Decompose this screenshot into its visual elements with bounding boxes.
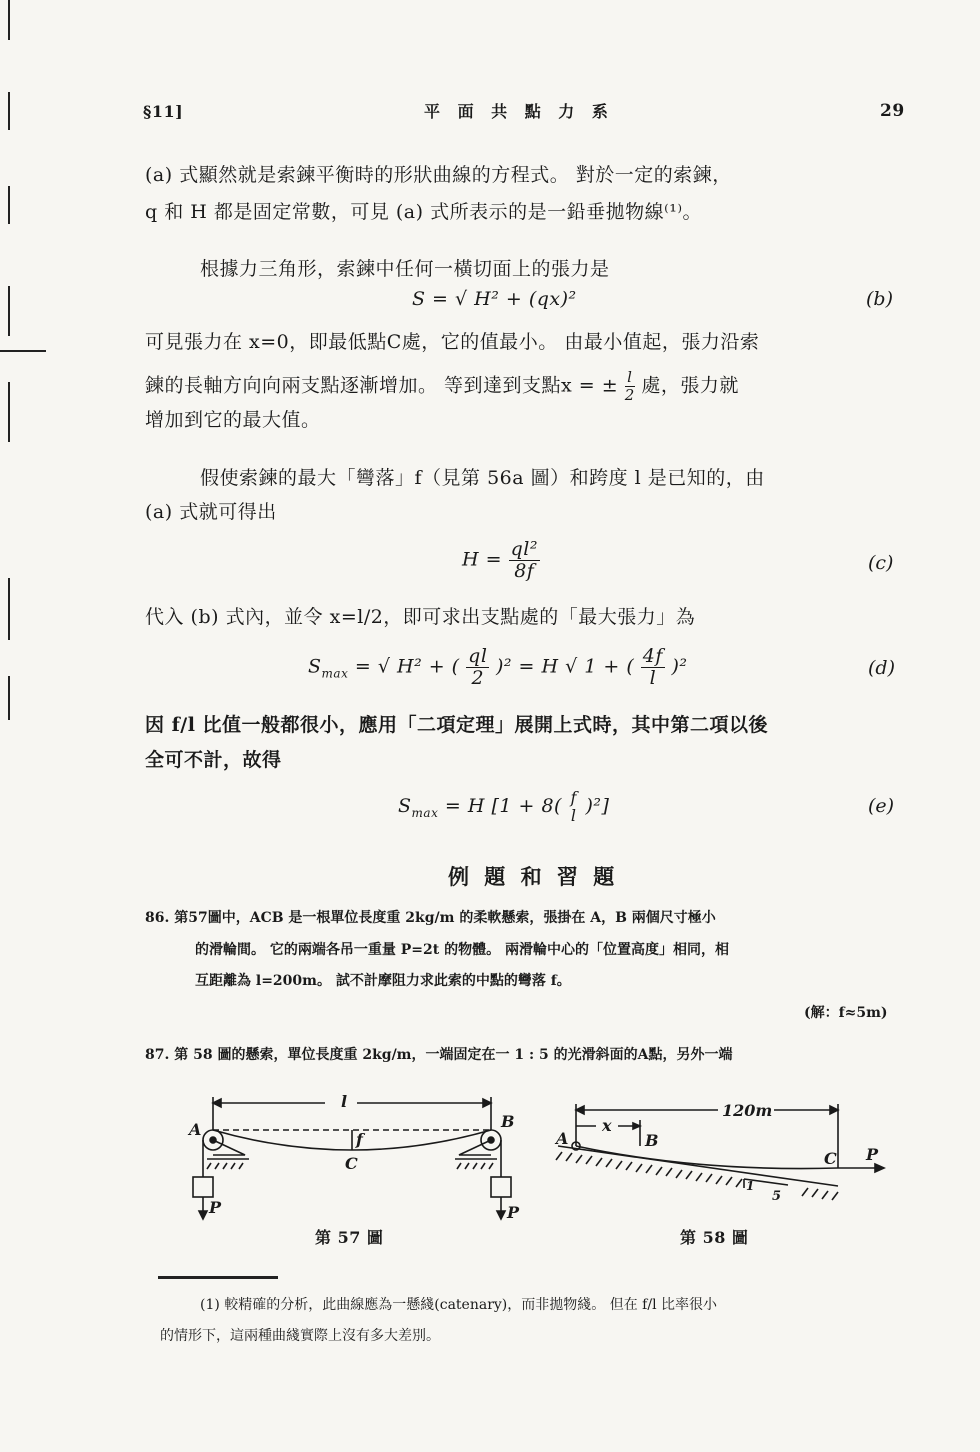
equation-d-den1: 2 xyxy=(471,667,485,689)
figure-58-caption: 第 58 圖 xyxy=(680,1228,749,1247)
equation-e-fraction xyxy=(569,790,579,824)
equation-e xyxy=(398,790,609,825)
body-line: 根據力三角形，索鍊中任何一橫切面上的張力是 xyxy=(200,258,610,280)
body-line: 可見張力在 x=0，即最低點C處，它的值最小。 由最小值起，張力沿索 xyxy=(145,331,760,353)
equation-e-lhs: S xyxy=(398,795,412,817)
equation-e-num: f xyxy=(570,788,577,807)
body-line: 代入 (b) 式內，並令 x=l/2，即可求出支點處的「最大張力」為 xyxy=(145,606,696,628)
body-line: 增加到它的最大值。 xyxy=(145,409,321,431)
footnote-line: 的情形下，這兩種曲綫實際上沒有多大差別。 xyxy=(160,1328,440,1344)
equation-d-num1: ql xyxy=(468,645,488,667)
equation-d-mid: = √ H² + ( xyxy=(354,655,460,678)
scan-mark xyxy=(8,186,10,224)
body-line: (a) 式就可得出 xyxy=(145,501,277,523)
equation-d-end: )² xyxy=(671,655,688,678)
equation-b xyxy=(412,287,577,311)
body-line-part: 鍊的長軸方向向兩支點逐漸增加。 等到達到支點x = ± xyxy=(145,374,619,397)
scan-mark xyxy=(8,286,10,336)
equation-c-num: ql² xyxy=(510,538,538,560)
equation-e-label: (e) xyxy=(868,795,895,817)
fig57-label-l: l xyxy=(341,1092,348,1111)
footnote-rule xyxy=(158,1276,278,1279)
scan-mark xyxy=(8,382,10,442)
fig58-label-len: 120m xyxy=(722,1101,773,1120)
fig58-label-P: P xyxy=(866,1145,879,1164)
problem-87-line: 87. 第 58 圖的懸索，單位長度重 2kg/m，一端固定在一 1 : 5 的光滑斜面的A點，另外一端 xyxy=(145,1047,733,1063)
equation-e-end: )²] xyxy=(585,795,610,817)
half-fraction-num: l xyxy=(625,370,635,387)
equation-c-lhs: H = xyxy=(462,548,503,571)
figure-58 xyxy=(548,1090,888,1210)
equation-e-den: l xyxy=(570,806,577,825)
fig57-label-A: A xyxy=(189,1120,202,1139)
equation-d-mid2: )² = H √ 1 + ( xyxy=(495,655,635,678)
equation-c-fraction xyxy=(509,540,540,581)
fig58-label-x: x xyxy=(602,1116,612,1135)
body-line: (a) 式顯然就是索鍊平衡時的形狀曲線的方程式。 對於一定的索鍊， xyxy=(145,164,732,186)
scan-mark xyxy=(0,350,46,352)
fig58-label-one: 1 xyxy=(746,1179,755,1193)
fig57-label-f: f xyxy=(356,1130,363,1149)
figure-57-caption: 第 57 圖 xyxy=(315,1228,384,1247)
equation-d-den2: l xyxy=(649,667,657,689)
page-number: 29 xyxy=(880,101,905,121)
scan-mark xyxy=(8,92,10,130)
fig57-label-P2: P xyxy=(507,1203,520,1222)
equation-d-num2: 4f xyxy=(642,645,663,667)
footnote-line: (1) 較精確的分析，此曲線應為一懸綫(catenary)，而非拋物綫。 但在 f/l 比率很小 xyxy=(200,1297,717,1313)
body-line-part: 處，張力就 xyxy=(641,374,739,397)
problem-86-line: 86. 第57圖中，ACB 是一根單位長度重 2kg/m 的柔軟懸索，張掛在 A，B 兩個尺寸極小 xyxy=(145,910,716,926)
body-line: q 和 H 都是固定常數，可見 (a) 式所表示的是一鉛垂拋物線⁽¹⁾。 xyxy=(145,201,703,223)
equation-d-lhs: S xyxy=(308,655,322,678)
body-line: 因 f/l 比值一般都很小，應用「二項定理」展開上式時，其中第二項以後 xyxy=(145,714,769,736)
equation-e-sub: max xyxy=(411,805,439,820)
running-title: 平 面 共 點 力 系 xyxy=(424,102,614,121)
equation-b-expr: S = √ H² + (qx)² xyxy=(412,288,577,310)
fig58-label-C: C xyxy=(824,1149,837,1168)
fig58-label-five: 5 xyxy=(772,1189,782,1204)
body-line: 全可不計，故得 xyxy=(145,749,282,771)
equation-c-den: 8f xyxy=(514,560,535,582)
figure-57 xyxy=(185,1085,525,1230)
section-number: §11] xyxy=(143,102,184,121)
equation-c xyxy=(462,540,540,581)
half-fraction xyxy=(625,370,635,403)
problem-86-line: 的滑輪間。 它的兩端各吊一重量 P=2t 的物體。 兩滑輪中心的「位置高度」相同，相 xyxy=(195,942,729,958)
fig58-label-B: B xyxy=(645,1131,659,1150)
half-fraction-den: 2 xyxy=(624,386,635,404)
equation-c-label: (c) xyxy=(868,552,894,574)
equation-e-rhs: = H [1 + 8( xyxy=(444,795,562,817)
scan-mark xyxy=(8,0,10,40)
scan-mark xyxy=(8,676,10,720)
problem-86-line: 互距離為 l=200m。 試不計摩阻力求此索的中點的彎落 f。 xyxy=(195,973,571,989)
scan-mark xyxy=(8,578,10,640)
equation-d-fraction-2 xyxy=(641,647,665,688)
equation-d-label: (d) xyxy=(868,657,895,679)
problem-86-answer: (解：f≈5m) xyxy=(804,1005,888,1021)
section-heading: 例 題 和 習 題 xyxy=(448,864,619,889)
body-line xyxy=(145,370,739,403)
body-line: 假使索鍊的最大「彎落」f（見第 56a 圖）和跨度 l 是已知的，由 xyxy=(200,467,765,489)
fig58-label-A: A xyxy=(556,1129,569,1148)
fig57-label-P1: P xyxy=(209,1198,222,1217)
fig57-label-C: C xyxy=(345,1154,358,1173)
equation-d-sub: max xyxy=(321,666,349,681)
fig57-label-B: B xyxy=(501,1112,515,1131)
equation-d-fraction-1 xyxy=(466,647,489,688)
equation-b-label: (b) xyxy=(866,288,893,310)
equation-d xyxy=(308,647,688,688)
